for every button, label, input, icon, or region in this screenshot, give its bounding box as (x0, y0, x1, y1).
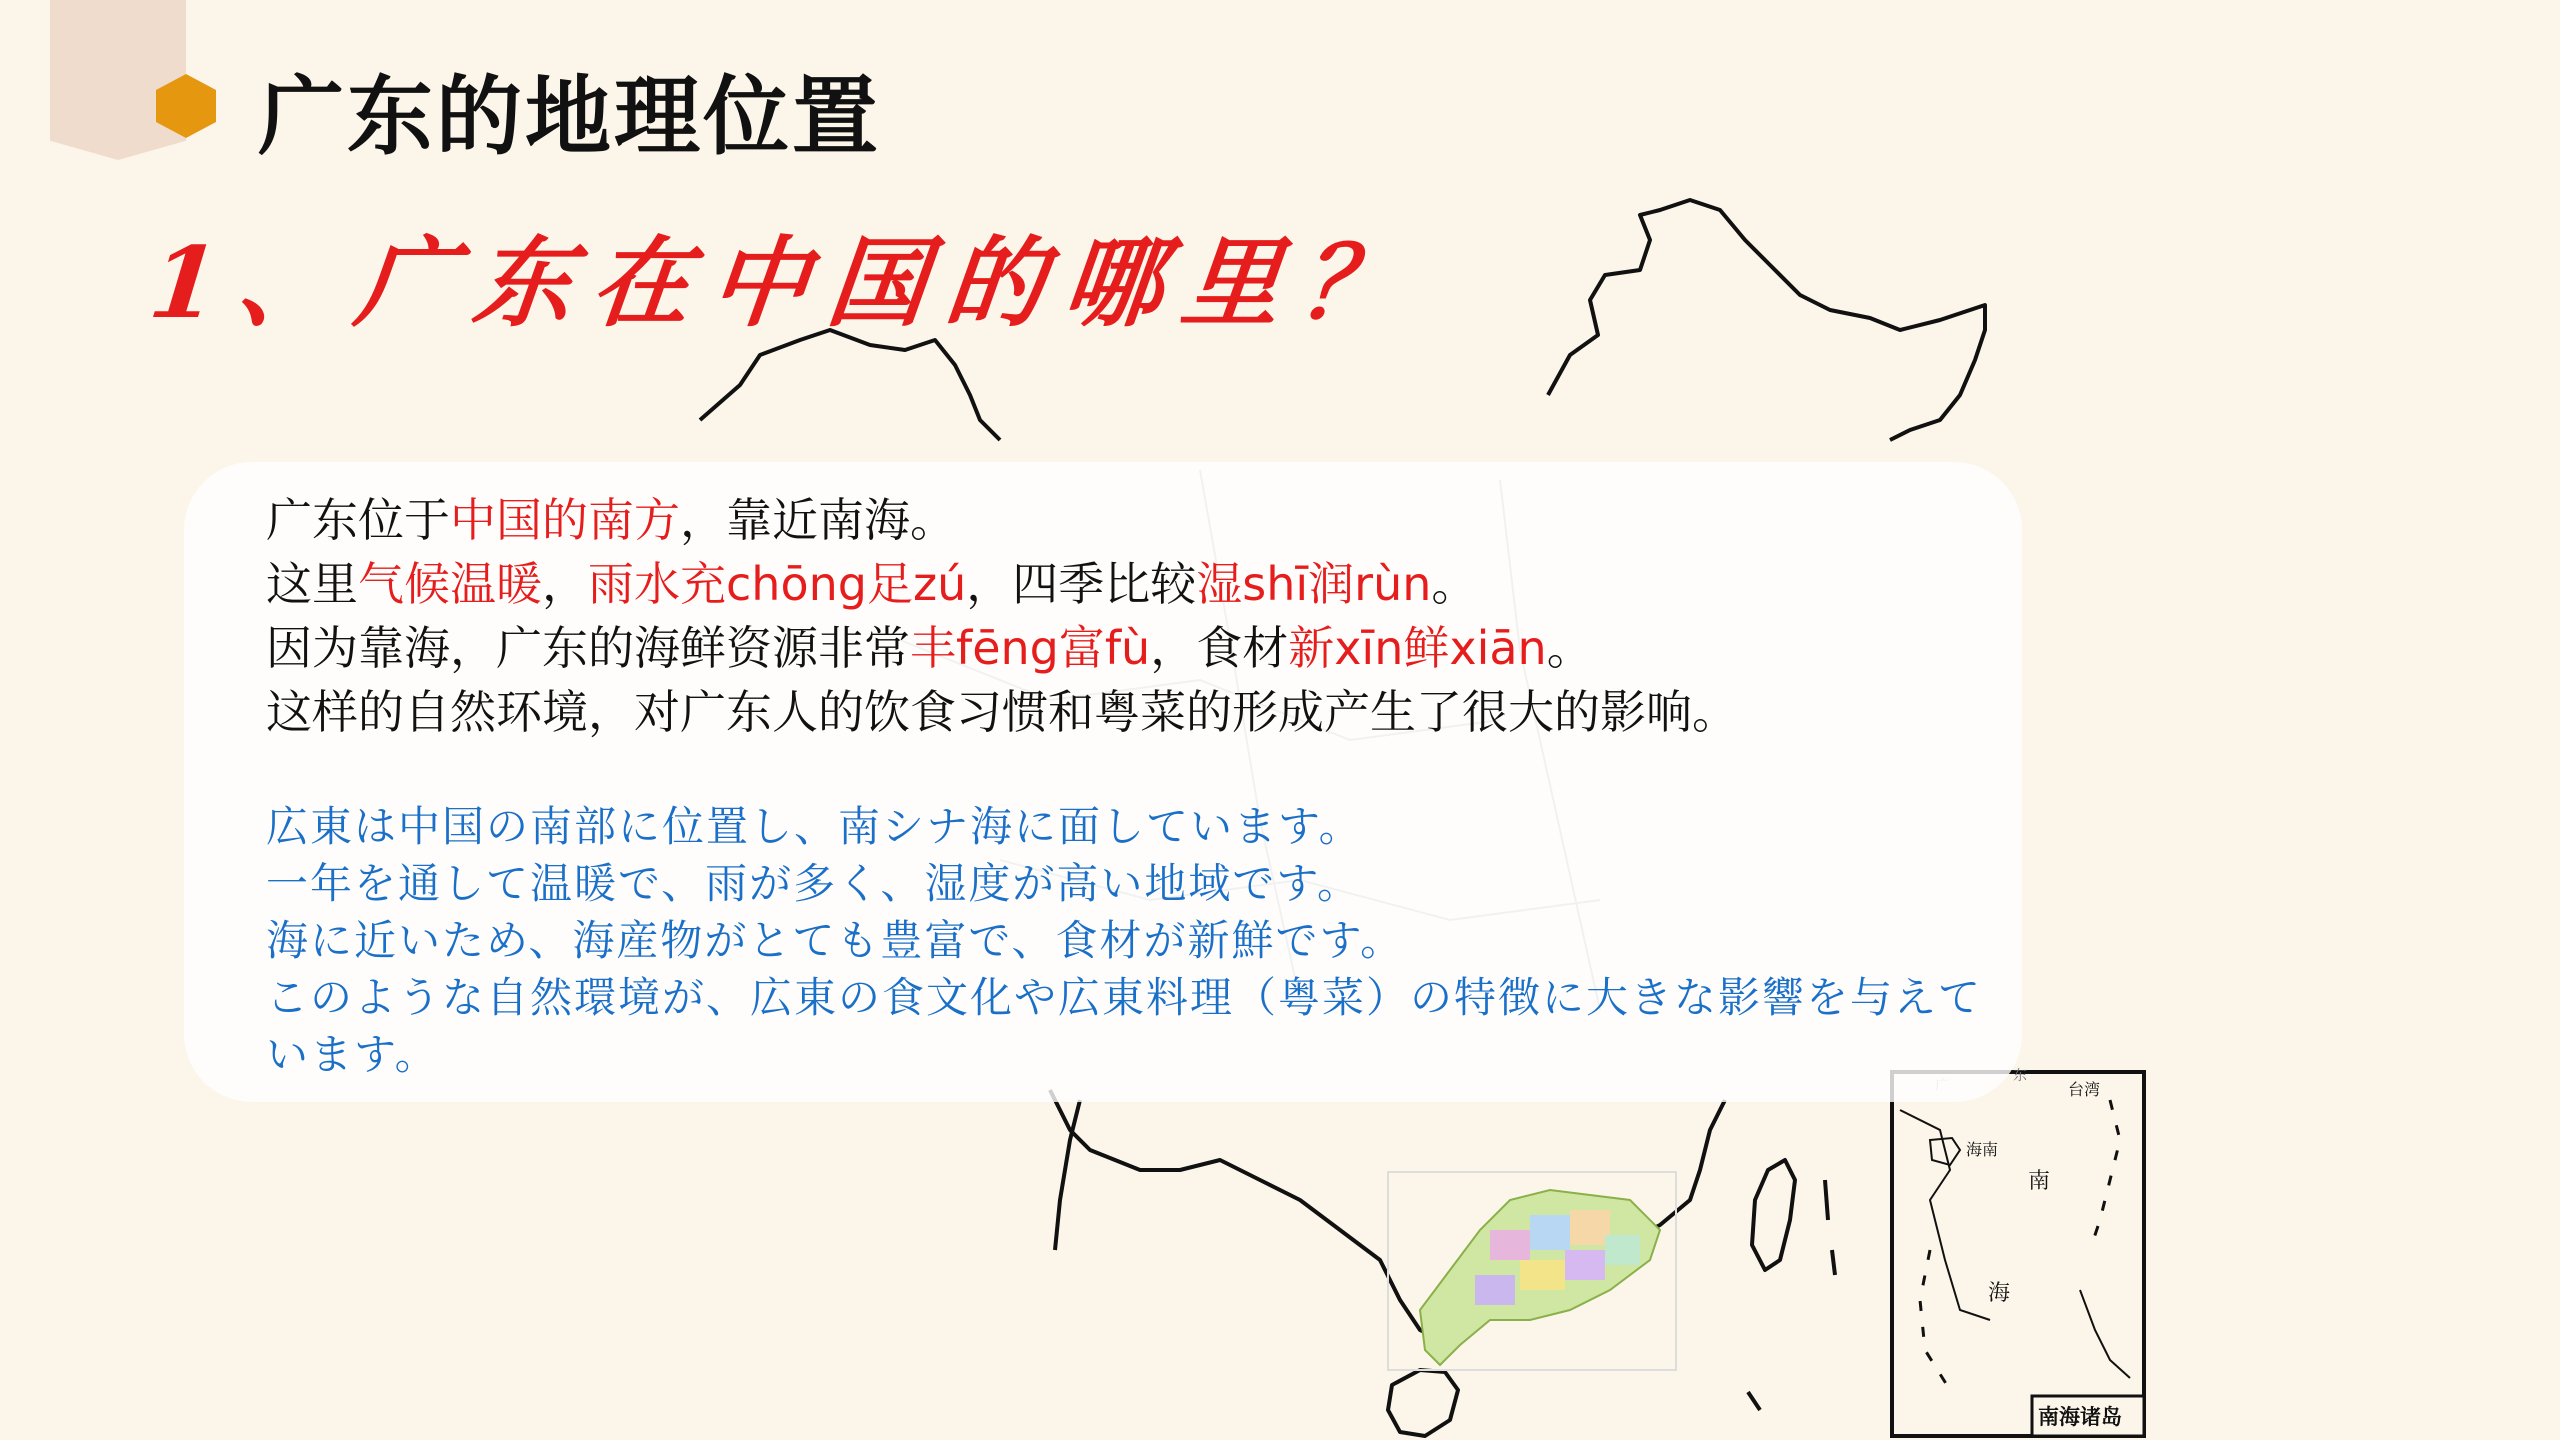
zh-line-2 (266, 552, 1738, 616)
zh-text: ，四季比较 (966, 557, 1197, 611)
inset-label-nan: 南 (2028, 1169, 2051, 1194)
ja-line-4: このような自然環境が、広東の食文化や広東料理（粤菜）の特徴に大きな影響を与えています。 (266, 973, 1983, 1079)
zh-text: 广东位于 (266, 493, 450, 547)
ja-line-1: 広東は中国の南部に位置し、南シナ海に面しています。 (266, 802, 1363, 851)
zh-line-3 (266, 616, 1738, 680)
zh-text: 这里 (266, 557, 358, 611)
ja-line-3: 海に近いため、海産物がとても豊富で、食材が新鮮です。 (266, 916, 1405, 965)
zh-highlight: 湿shī润rùn (1196, 557, 1432, 611)
map-taiwan (1752, 1160, 1795, 1270)
zh-highlight: 气候温暖 (358, 557, 542, 611)
map-northwest-outline (700, 330, 1000, 440)
ja-line-2: 一年を通して温暖で、雨が多く、湿度が高い地域です。 (266, 859, 1361, 908)
zh-text: 。 (1546, 621, 1593, 675)
inset-label-taiwan: 台湾 (2068, 1080, 2101, 1099)
inset-label-nanhai-islands: 南海诸岛 (2038, 1405, 2122, 1429)
zh-text: ，靠近南海。 (680, 493, 956, 547)
zh-text: 这样的自然环境，对广东人的饮食习惯和粤菜的形成产生了很大的影响。 (266, 685, 1738, 739)
question-heading: 1、广东在中国的哪里？ (144, 226, 1425, 341)
zh-highlight: 中国的南方 (450, 493, 680, 547)
zh-line-1 (266, 488, 1738, 552)
chinese-description (266, 488, 1738, 744)
zh-highlight: 新xīn鲜xiān (1288, 621, 1547, 675)
inset-label-dong: 东 (2013, 1068, 2027, 1084)
zh-text: 因为靠海，广东的海鲜资源非常 (266, 621, 910, 675)
zh-highlight: 雨水充chōng足zú (588, 557, 967, 611)
zh-highlight: 丰fēng富fù (910, 621, 1151, 675)
south-china-sea-inset (1892, 1068, 2144, 1436)
zh-text: ， (542, 557, 588, 611)
japanese-description (266, 798, 2006, 1083)
slide-title: 广东的地理位置 (258, 67, 881, 167)
inset-label-hai: 海 (1988, 1281, 2011, 1306)
inset-label-hainan: 海南 (1966, 1140, 1999, 1159)
zh-text: ，食材 (1150, 621, 1289, 675)
zh-text: 。 (1431, 557, 1478, 611)
zh-line-4 (266, 680, 1738, 744)
map-northeast-outline (1548, 200, 1985, 440)
map-hainan-island (1388, 1370, 1458, 1436)
